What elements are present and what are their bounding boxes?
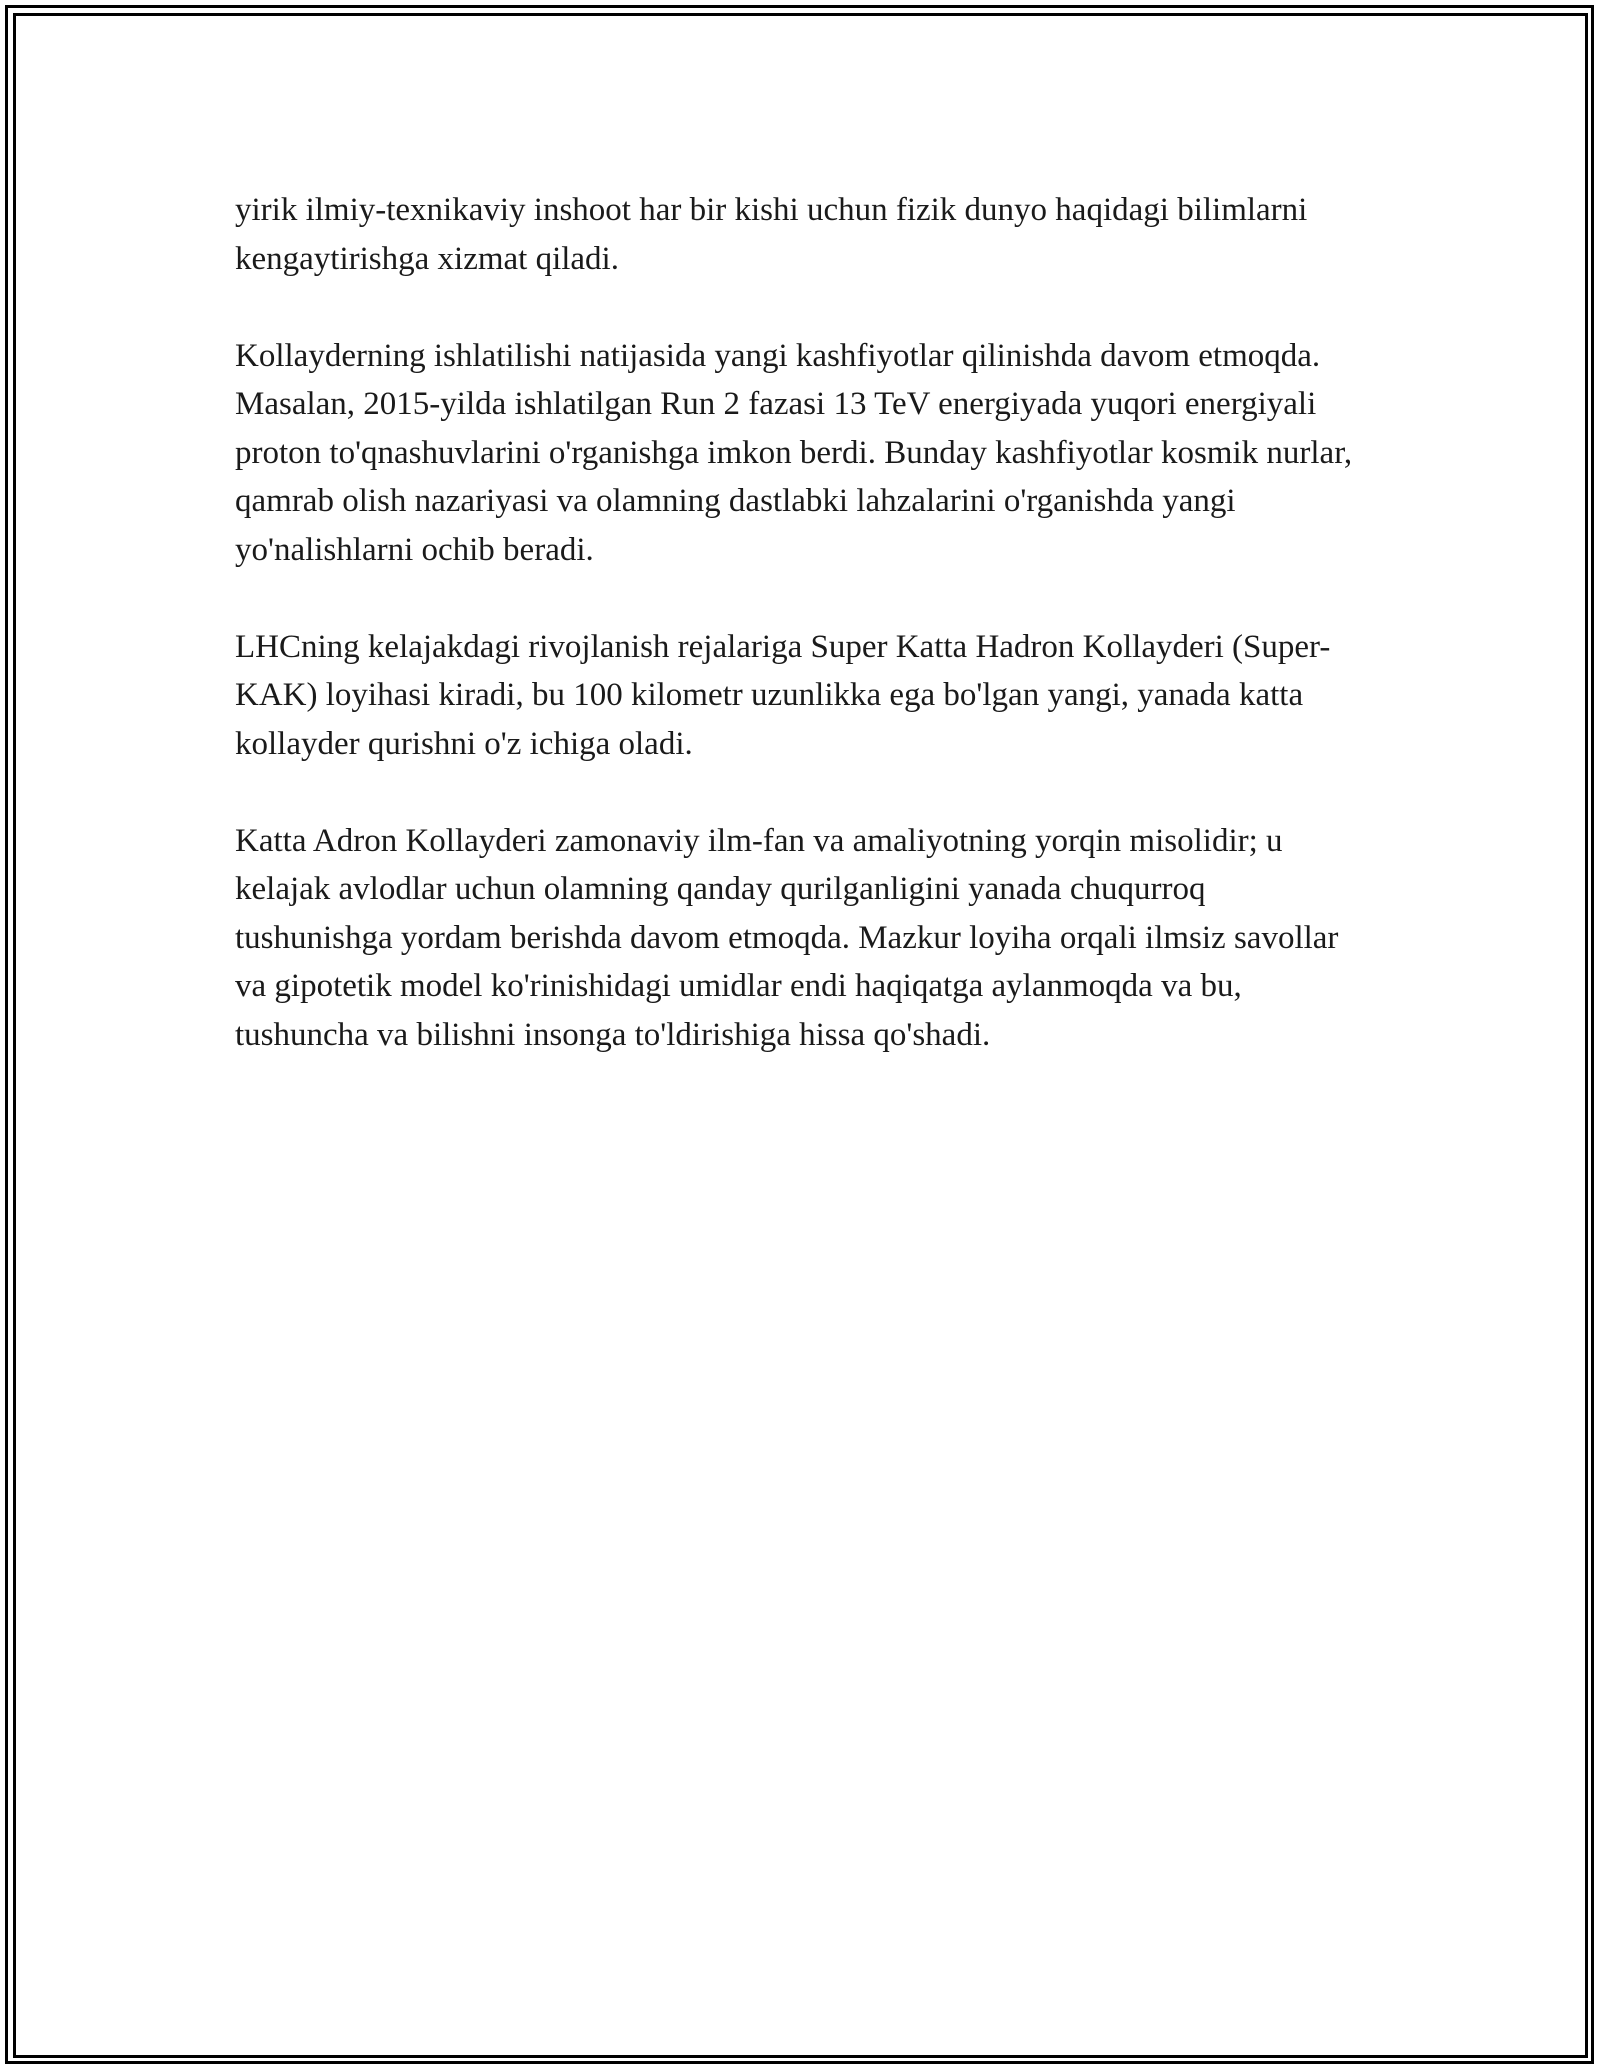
paragraph-2: Kollayderning ishlatilishi natijasida yangi kashfiyotlar qilinishda davom etmoqda. Masalan, 2015-yilda ishlatilgan Run 2 fazasi 13 TeV energiyada yuqori energiyali proton to'qnashuvlarini o'rganishga imkon berdi. Bunday kashfiyotlar kosmik nurlar, qamrab olish nazariyasi va olamning dastlabki lahzalarini o'rganishda yangi yo'nalishlarni ochib beradi. xyxy=(235,337,1353,568)
document-body xyxy=(235,186,1370,1108)
paragraph-4: Katta Adron Kollayderi zamonaviy ilm-fan va amaliyotning yorqin misolidir; u kelajak avlodlar uchun olamning qanday qurilganligini yanada chuqurroq tushunishga yordam berishda davom etmoqda. Mazkur loyiha orqali ilmsiz savollar va gipotetik model ko'rinishidagi umidlar endi haqiqatga aylanmoqda va bu, tushuncha va bilishni insonga to'ldirishiga hissa qo'shadi. xyxy=(235,822,1339,1053)
paragraph-3: LHCning kelajakdagi rivojlanish rejalariga Super Katta Hadron Kollayderi (Super-KAK) loyihasi kiradi, bu 100 kilometr uzunlikka ega bo'lgan yangi, yanada katta kollayder qurishni o'z ichiga oladi. xyxy=(235,628,1331,762)
paragraph-1: yirik ilmiy-texnikaviy inshoot har bir kishi uchun fizik dunyo haqidagi bilimlarni kengaytirishga xizmat qiladi. xyxy=(235,192,1308,277)
